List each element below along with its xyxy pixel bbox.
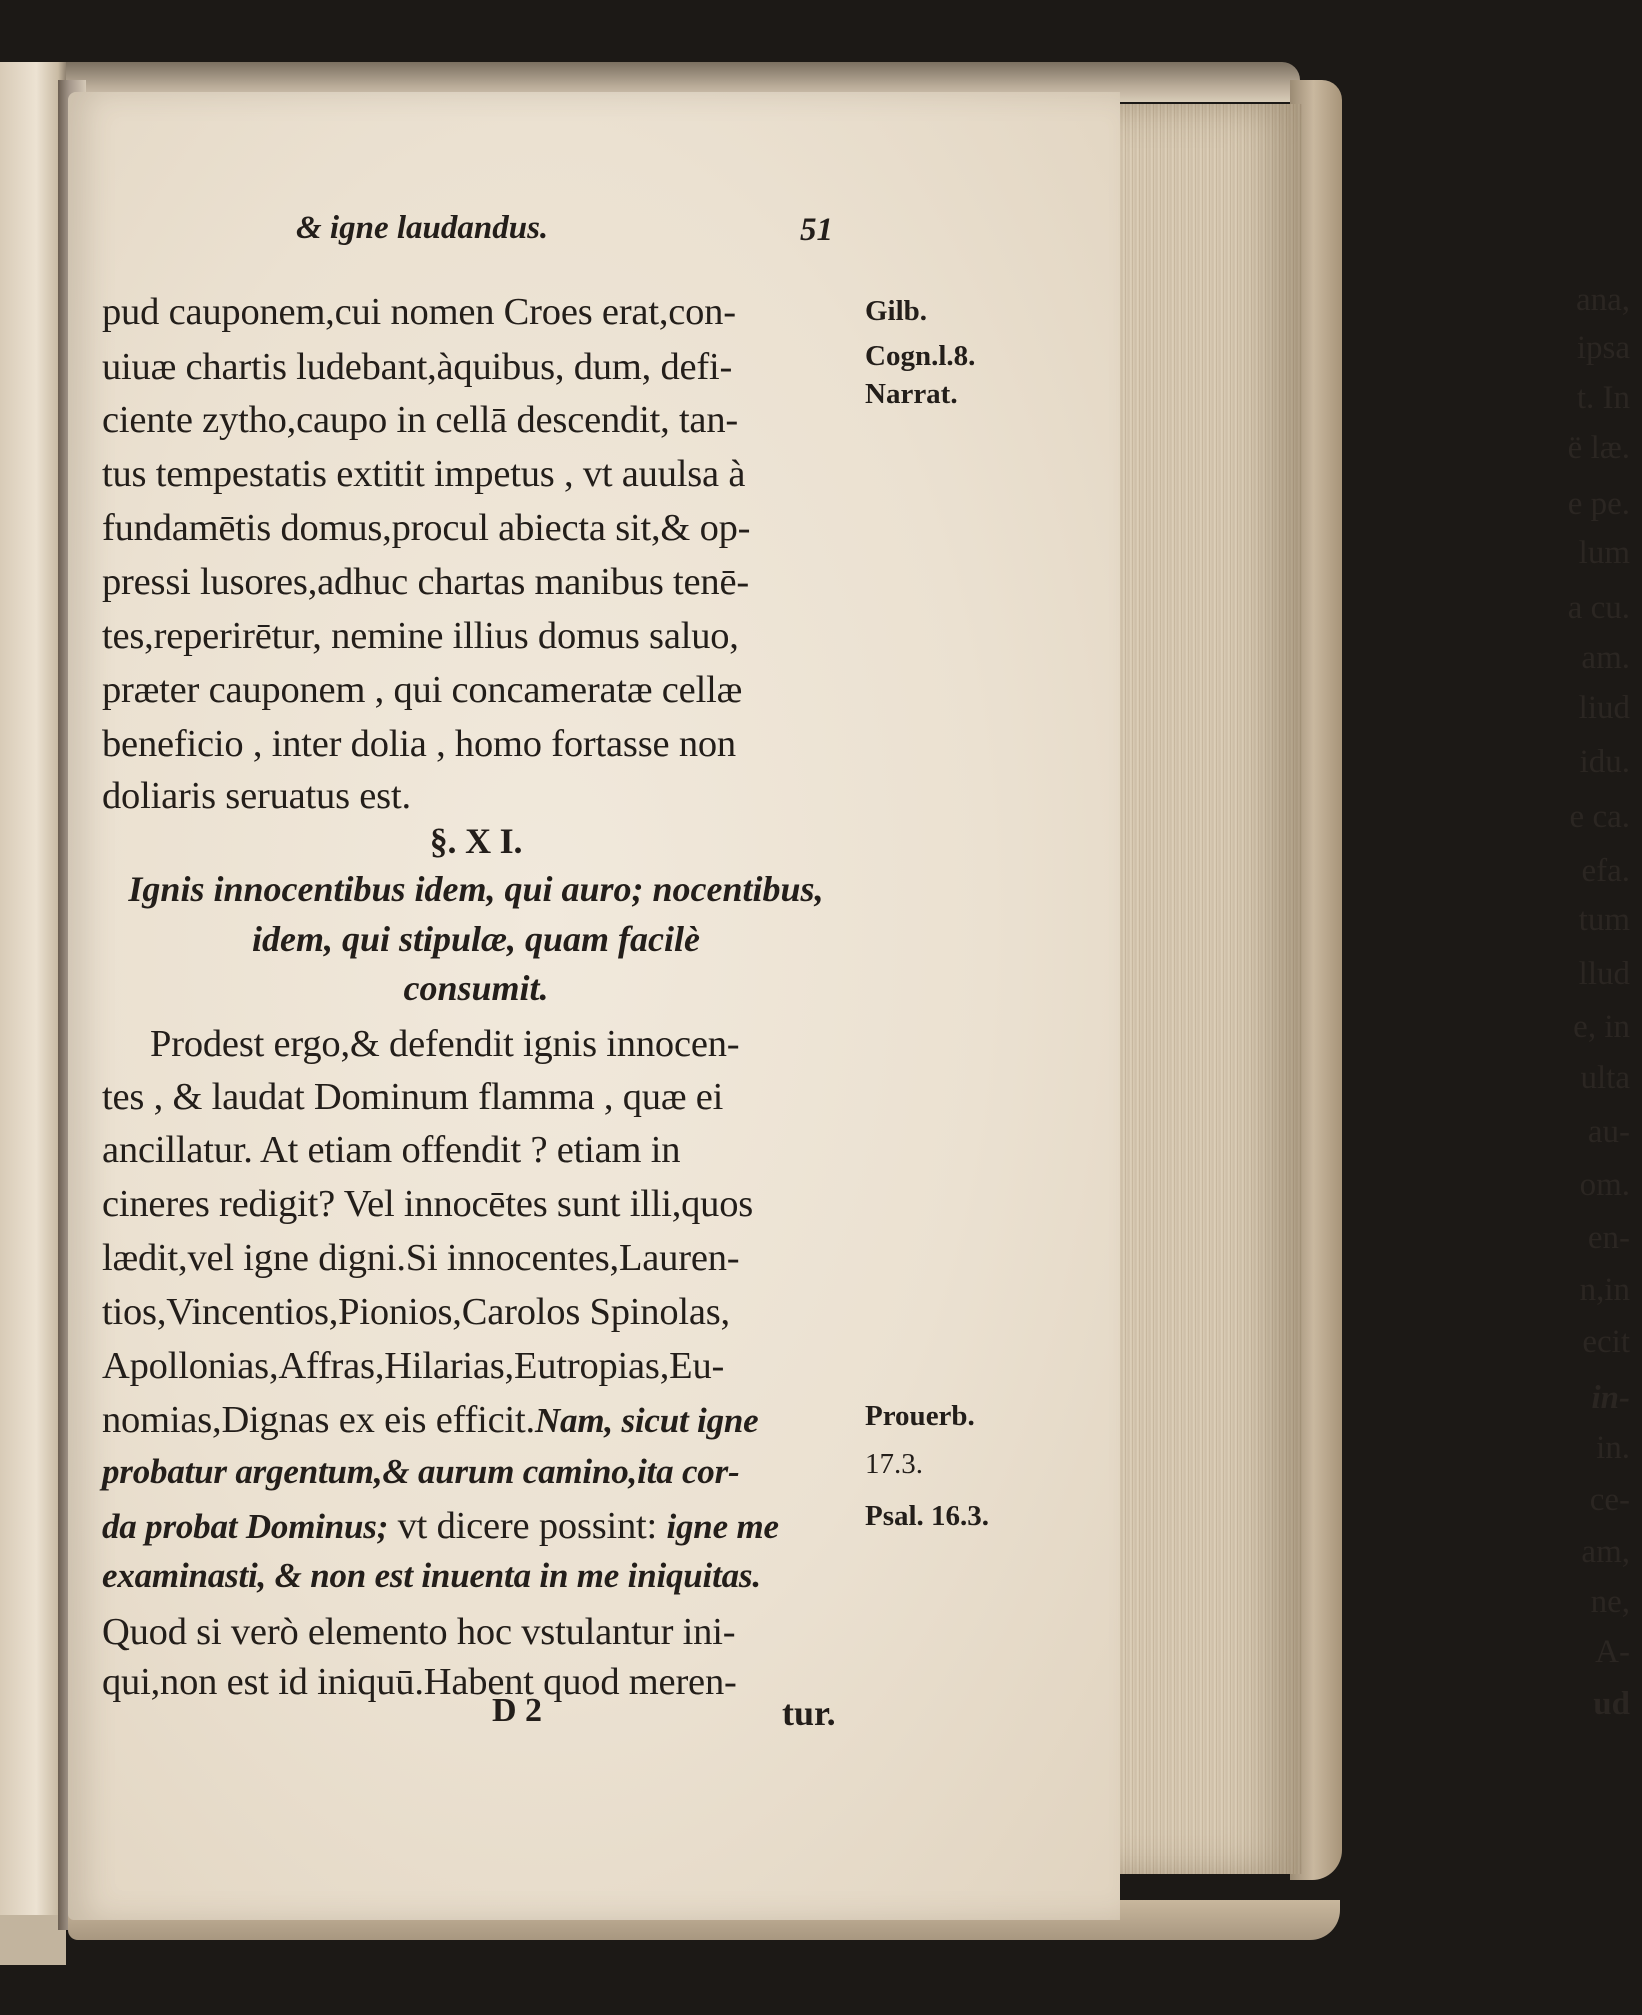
left-fragment: liud: [1578, 690, 1630, 726]
left-fragment: au-: [1587, 1114, 1630, 1150]
left-fragment: e, in: [1573, 1009, 1630, 1045]
mixed-line-roman: vt dicere possint:: [388, 1505, 667, 1547]
body-line: tes , & laudat Dominum flamma , quæ ei: [102, 1076, 724, 1118]
body-line: Prodest ergo,& defendit ignis innocen-: [150, 1023, 740, 1065]
section-title-line: idem, qui stipulæ, quam facilè: [251, 919, 700, 959]
body-line: tes,reperirētur, nemine illius domus saluo,: [102, 615, 739, 657]
left-fragment: am.: [1581, 640, 1630, 676]
body-line: tus tempestatis extitit impetus , vt auulsa à: [102, 453, 746, 495]
body-line: pud cauponem,cui nomen Croes erat,con-: [102, 291, 736, 333]
margin-note: Cogn.l.8.: [865, 340, 976, 372]
signature-mark: D 2: [492, 1692, 543, 1729]
mixed-line: [102, 1452, 739, 1492]
left-fragment: en-: [1587, 1220, 1630, 1256]
mixed-line: [102, 1504, 779, 1548]
mixed-line-italic: examinasti, & non est inuenta in me iniquitas.: [102, 1556, 761, 1595]
body-line: Quod si verò elemento hoc vstulantur ini-: [102, 1611, 736, 1653]
previous-page-bottom: [0, 1915, 66, 1965]
left-fragment: ana,: [1575, 282, 1630, 318]
margin-note: 17.3.: [865, 1448, 923, 1480]
left-fragment: n,in: [1579, 1272, 1630, 1308]
left-fragment: ce-: [1589, 1482, 1630, 1518]
left-fragment: am,: [1581, 1534, 1630, 1570]
left-fragment: llud: [1578, 956, 1630, 992]
left-fragment: ë læ.: [1567, 430, 1630, 466]
body-line: pressi lusores,adhuc chartas manibus tenē-: [102, 561, 749, 603]
left-fragment: a cu.: [1567, 590, 1630, 626]
previous-page-strip: [0, 62, 66, 1962]
mixed-line: [102, 1556, 761, 1596]
body-line: præter cauponem , qui concameratæ cellæ: [102, 669, 743, 711]
left-fragment: lum: [1578, 535, 1630, 571]
left-fragment: in.: [1596, 1430, 1630, 1466]
left-fragment: idu.: [1579, 744, 1630, 780]
body-line: ancillatur. At etiam offendit ? etiam in: [102, 1129, 681, 1171]
margin-note: Prouerb.: [865, 1400, 975, 1432]
mixed-line-italic: igne me: [666, 1507, 779, 1546]
body-line: lædit,vel igne digni.Si innocentes,Lauren-: [102, 1237, 740, 1279]
left-fragment: ecit: [1582, 1324, 1630, 1360]
left-fragment: A-: [1595, 1634, 1630, 1670]
running-head: & igne laudandus.: [296, 210, 549, 246]
left-fragment: efa.: [1581, 853, 1630, 889]
left-fragment: t. In: [1576, 380, 1630, 416]
section-title-line: Ignis innocentibus idem, qui auro; nocentibus,: [128, 869, 824, 909]
body-line: doliaris seruatus est.: [102, 775, 411, 817]
body-line: cineres redigit? Vel innocētes sunt illi,quos: [102, 1183, 754, 1225]
left-fragment: ulta: [1580, 1060, 1630, 1096]
page-number: 51: [800, 212, 833, 248]
mixed-line-italic: Nam, sicut igne: [534, 1401, 759, 1440]
left-fragment: e pe.: [1567, 486, 1630, 522]
section-title-line: consumit.: [403, 968, 549, 1008]
body-line: qui,non est id iniquū.Habent quod meren-: [102, 1661, 737, 1703]
left-fragment: ud: [1593, 1686, 1630, 1722]
left-fragment: ne,: [1590, 1584, 1630, 1620]
body-line: tios,Vincentios,Pionios,Carolos Spinolas,: [102, 1291, 730, 1333]
mixed-line-italic: probatur argentum,& aurum camino,ita cor-: [102, 1452, 740, 1491]
body-line: beneficio , inter dolia , homo fortasse non: [102, 723, 736, 765]
mixed-line-italic: da probat Dominus;: [102, 1507, 389, 1546]
body-line: ciente zytho,caupo in cellā descendit, tan-: [102, 399, 738, 441]
left-fragment: tum: [1578, 902, 1630, 938]
left-fragment: ipsa: [1576, 330, 1630, 366]
left-fragment: e ca.: [1569, 799, 1630, 835]
body-line: fundamētis domus,procul abiecta sit,& op-: [102, 507, 751, 549]
section-mark: §. X I.: [429, 821, 523, 861]
mixed-line-roman: nomias,Dignas ex eis efficit.: [102, 1399, 535, 1441]
mixed-line: [102, 1398, 758, 1442]
margin-note: Gilb.: [865, 295, 928, 327]
left-fragment: om.: [1579, 1167, 1630, 1203]
page-block-edges: [1112, 104, 1302, 1874]
left-fragment: in-: [1591, 1380, 1630, 1416]
catchword: tur.: [782, 1693, 836, 1733]
margin-note: Narrat.: [865, 378, 958, 410]
body-line: uiuæ chartis ludebant,àquibus, dum, defi-: [102, 346, 733, 388]
margin-note: Psal. 16.3.: [865, 1500, 990, 1532]
body-line: Apollonias,Affras,Hilarias,Eutropias,Eu-: [102, 1345, 725, 1387]
